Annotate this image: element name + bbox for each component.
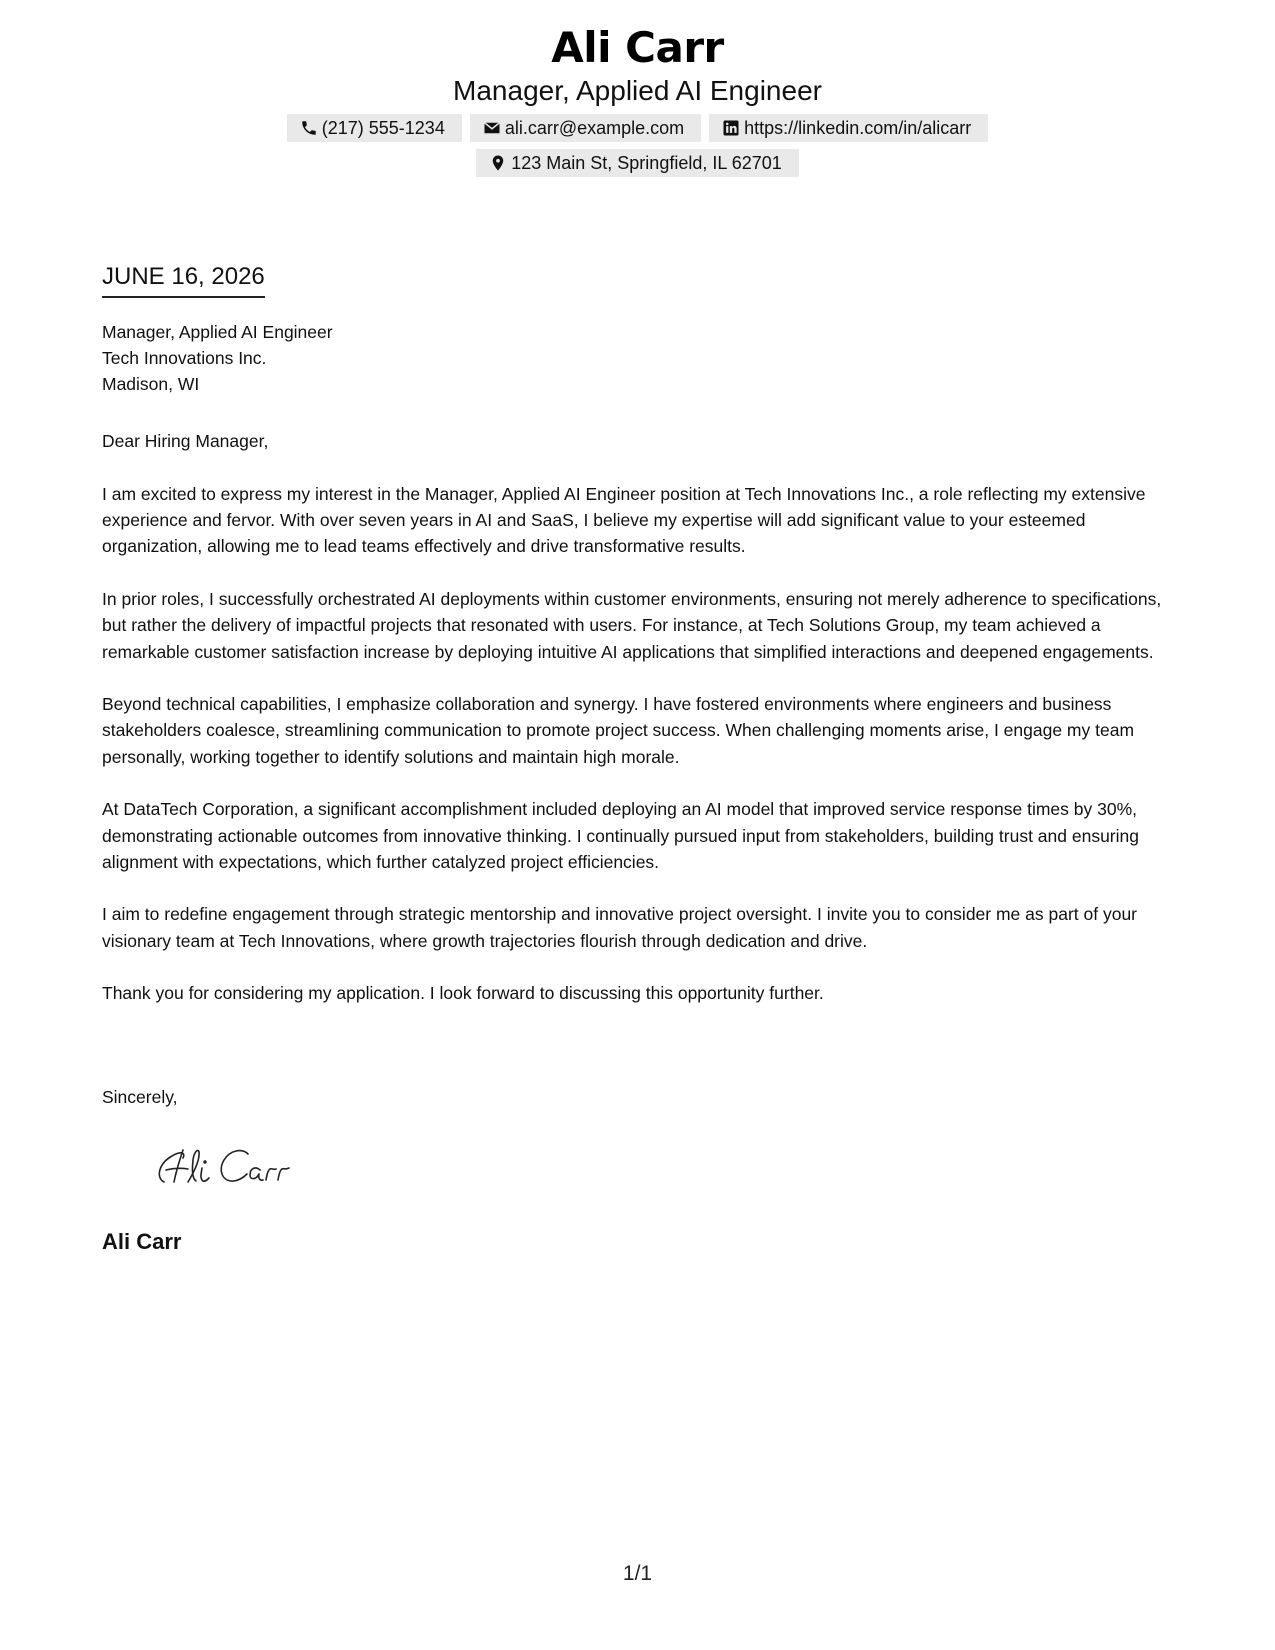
envelope-icon: [483, 119, 501, 137]
signer-name: Ali Carr: [102, 1229, 182, 1254]
recipient-block: [102, 319, 333, 397]
page-number: 1/1: [622, 1562, 653, 1585]
linkedin-text: https://linkedin.com/in/alicarr: [744, 117, 972, 138]
contact-email[interactable]: [470, 114, 701, 142]
phone-icon: [300, 119, 318, 137]
applicant-name: Ali Carr: [551, 23, 724, 72]
recipient-title: Manager, Applied AI Engineer: [102, 322, 333, 342]
contact-row-secondary: [0, 149, 1275, 177]
map-pin-icon: [489, 154, 507, 172]
letter-date: JUNE 16, 2026: [102, 262, 265, 298]
contact-linkedin[interactable]: [709, 114, 988, 142]
closing: Sincerely,: [102, 1087, 178, 1107]
paragraph-6: Thank you for considering my application. I look forward to discussing this opportunity further.: [102, 983, 824, 1004]
linkedin-icon: [722, 119, 740, 137]
handwritten-signature: [150, 1138, 320, 1194]
address-text: 123 Main St, Springfield, IL 62701: [511, 152, 782, 173]
paragraph-2: In prior roles, I successfully orchestrated AI deployments within customer environments, ensuring not merely adherence to specifications, but rather the delivery of impactful projects that resonated with users. For instance, at Tech Solutions Group, my team achieved a remarkable customer satisfaction increase by deploying intuitive AI applications that simplified interactions and deepened engagements.: [102, 589, 1162, 662]
paragraph-4: At DataTech Corporation, a significant accomplishment included deploying an AI model that improved service response times by 30%, demonstrating actionable outcomes from innovative thinking. I continually pursued input from stakeholders, building trust and ensuring alignment with expectations, which further catalyzed project efficiencies.: [102, 799, 1139, 872]
recipient-company: Tech Innovations Inc.: [102, 348, 267, 368]
recipient-location: Madison, WI: [102, 374, 200, 394]
contact-address: [476, 149, 799, 177]
contact-row-primary: [0, 114, 1275, 142]
phone-text: (217) 555-1234: [321, 117, 445, 138]
applicant-title: Manager, Applied AI Engineer: [453, 75, 822, 106]
paragraph-1: I am excited to express my interest in the Manager, Applied AI Engineer position at Tech Innovations Inc., a role reflecting my extensive experience and fervor. With over seven years in AI and SaaS, I believe my expertise will add significant value to your esteemed organization, allowing me to lead teams effectively and drive transformative results.: [102, 484, 1146, 557]
letter-body: [102, 481, 1177, 1033]
paragraph-5: I aim to redefine engagement through strategic mentorship and innovative project oversight. I invite you to consider me as part of your visionary team at Tech Innovations, where growth trajectories flourish through dedication and drive.: [102, 904, 1138, 951]
contact-phone[interactable]: [287, 114, 462, 142]
paragraph-3: Beyond technical capabilities, I emphasize collaboration and synergy. I have fostered environments where engineers and business stakeholders coalesce, streamlining communication to promote project success. When challenging moments arise, I engage my team personally, working together to identify solutions and maintain high morale.: [102, 694, 1135, 767]
salutation: Dear Hiring Manager,: [102, 431, 269, 451]
letter-header: [0, 22, 1275, 177]
email-text: ali.carr@example.com: [504, 117, 685, 138]
